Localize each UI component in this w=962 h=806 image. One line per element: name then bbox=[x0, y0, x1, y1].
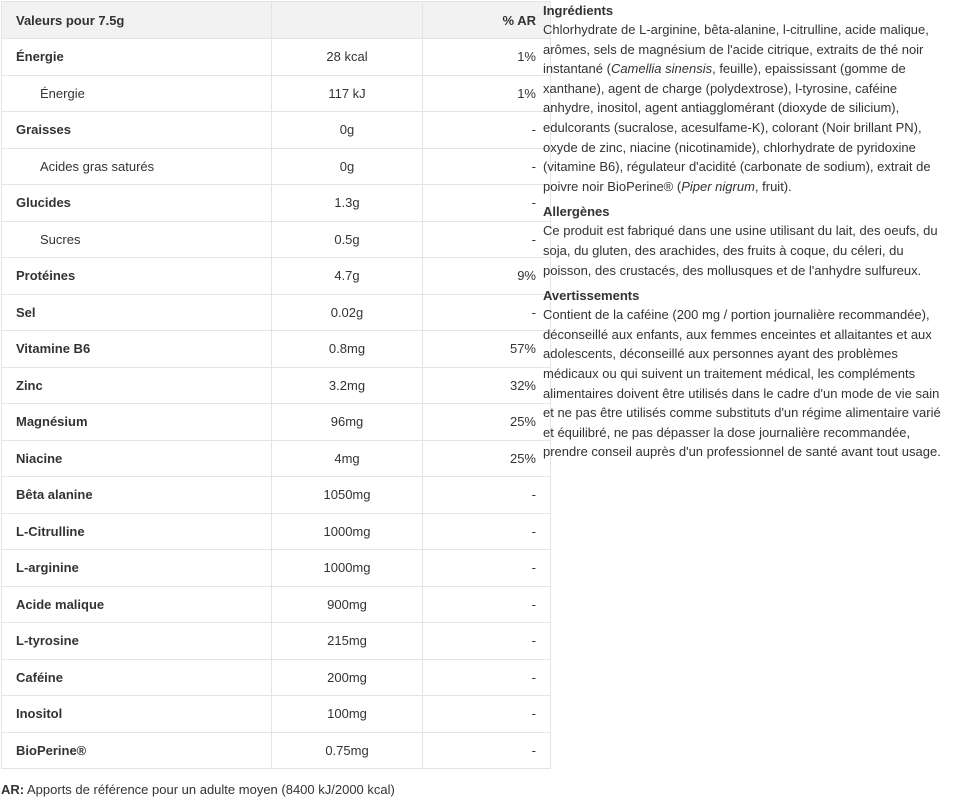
nutrient-ar: 1% bbox=[423, 75, 551, 112]
ingredients-part3: , fruit). bbox=[754, 178, 792, 194]
nutrient-name: Inositol bbox=[2, 696, 272, 733]
nutrient-amount: 0.75mg bbox=[272, 732, 423, 769]
nutrient-ar: - bbox=[423, 294, 551, 331]
nutrient-amount: 1000mg bbox=[272, 513, 423, 550]
nutrient-ar: - bbox=[423, 623, 551, 660]
table-row bbox=[2, 221, 551, 258]
header-ar: % AR bbox=[423, 2, 551, 39]
nutrient-ar: - bbox=[423, 732, 551, 769]
table-row bbox=[2, 586, 551, 623]
nutrient-ar: - bbox=[423, 477, 551, 514]
ingredients-heading: Ingrédients bbox=[543, 3, 614, 18]
table-row bbox=[2, 513, 551, 550]
table-row bbox=[2, 185, 551, 222]
nutrient-amount: 3.2mg bbox=[272, 367, 423, 404]
nutrition-table bbox=[1, 1, 551, 769]
ingredients-part1: Chlorhydrate de L-arginine, bêta-alanine, l-citrulline, acide malique, arômes, sels de magnésium de l'acide citrique, extraits de thé noir instantané ( bbox=[543, 22, 929, 77]
nutrient-ar: - bbox=[423, 185, 551, 222]
nutrient-amount: 0g bbox=[272, 112, 423, 149]
nutrient-ar: - bbox=[423, 659, 551, 696]
ingredients-italic2: Piper nigrum bbox=[681, 178, 755, 194]
nutrient-name: BioPerine® bbox=[2, 732, 272, 769]
table-row bbox=[2, 404, 551, 441]
allergens-text: Ce produit est fabriqué dans une usine utilisant du lait, des oeufs, du soja, du gluten, des arachides, des fruits à coque, du céleri, du poisson, des crustacés, des mollusques et de l'anhydre sulfureux. bbox=[543, 223, 938, 278]
nutrient-name: L-tyrosine bbox=[2, 623, 272, 660]
nutrient-ar: - bbox=[423, 513, 551, 550]
ingredients-italic1: Camellia sinensis bbox=[610, 61, 713, 77]
nutrient-ar: 25% bbox=[423, 404, 551, 441]
nutrient-name: Sel bbox=[2, 294, 272, 331]
nutrient-ar: 32% bbox=[423, 367, 551, 404]
nutrient-amount: 215mg bbox=[272, 623, 423, 660]
allergens-heading: Allergènes bbox=[543, 204, 610, 220]
nutrient-ar: - bbox=[423, 221, 551, 258]
table-row bbox=[2, 331, 551, 368]
ingredients-part2: , feuille), epaississant (gomme de xanthane), agent de charge (polydextrose), l-tyrosine, caféine anhydre, inositol, agent antiagglomérant (dioxyde de silicium), edulcorants (sucralose, acesulfame-K), colorant (Noir brillant PN), oxyde de zinc, niacine (nicotinamide), chlorhydrate de pyridoxine (vitamine B6), régulateur d'acidité (carbonate de sodium), extrait de poivre noir BioPerine® ( bbox=[543, 61, 931, 194]
nutrient-name: Caféine bbox=[2, 659, 272, 696]
footnote-label: AR: bbox=[1, 782, 25, 797]
nutrient-ar: - bbox=[423, 550, 551, 587]
nutrient-amount: 4.7g bbox=[272, 258, 423, 295]
table-row bbox=[2, 148, 551, 185]
nutrition-table-body bbox=[2, 39, 551, 769]
ingredients-text bbox=[543, 20, 948, 196]
nutrient-amount: 0g bbox=[272, 148, 423, 185]
nutrient-amount: 0.02g bbox=[272, 294, 423, 331]
nutrient-amount: 200mg bbox=[272, 659, 423, 696]
nutrient-amount: 117 kJ bbox=[272, 75, 423, 112]
nutrient-amount: 4mg bbox=[272, 440, 423, 477]
header-amount bbox=[272, 2, 423, 39]
nutrient-name: Graisses bbox=[2, 112, 272, 149]
nutrient-name: Magnésium bbox=[2, 404, 272, 441]
product-info bbox=[543, 2, 948, 469]
nutrient-amount: 900mg bbox=[272, 586, 423, 623]
nutrient-name: Zinc bbox=[2, 367, 272, 404]
warnings-text: Contient de la caféine (200 mg / portion journalière recommandée), déconseillé aux enfants, aux femmes enceintes et allaitantes et aux adolescents, déconseillé aux personnes ayant des problèmes médicaux ou qui suivent un traitement médical, les compléments alimentaires doivent être utilisés dans le cadre d'un mode de vie sain et ne pas être utilisés comme substituts d'un régime alimentaire varié et équilibré, ne pas dépasser la dose journalière recommandée, prendre conseil auprès d'un professionnel de santé avant tout usage. bbox=[543, 307, 941, 460]
nutrient-amount: 100mg bbox=[272, 696, 423, 733]
nutrient-amount: 0.8mg bbox=[272, 331, 423, 368]
header-label: Valeurs pour 7.5g bbox=[2, 2, 272, 39]
footnote-text: Apports de référence pour un adulte moyen (8400 kJ/2000 kcal) bbox=[24, 782, 395, 797]
nutrient-ar: 9% bbox=[423, 258, 551, 295]
ar-footnote bbox=[1, 782, 395, 797]
table-row bbox=[2, 367, 551, 404]
nutrient-ar: 57% bbox=[423, 331, 551, 368]
nutrient-ar: - bbox=[423, 586, 551, 623]
nutrient-amount: 0.5g bbox=[272, 221, 423, 258]
table-row bbox=[2, 440, 551, 477]
table-header-row bbox=[2, 2, 551, 39]
table-row bbox=[2, 112, 551, 149]
warnings-heading: Avertissements bbox=[543, 288, 640, 304]
nutrient-ar: - bbox=[423, 148, 551, 185]
nutrient-amount: 96mg bbox=[272, 404, 423, 441]
table-row bbox=[2, 477, 551, 514]
nutrient-ar: - bbox=[423, 696, 551, 733]
nutrient-ar: 25% bbox=[423, 440, 551, 477]
nutrient-ar: 1% bbox=[423, 39, 551, 76]
nutrient-name: Acide malique bbox=[2, 586, 272, 623]
table-row bbox=[2, 550, 551, 587]
nutrient-amount: 1050mg bbox=[272, 477, 423, 514]
table-row bbox=[2, 39, 551, 76]
nutrient-name: Niacine bbox=[2, 440, 272, 477]
table-row bbox=[2, 732, 551, 769]
nutrient-name: Bêta alanine bbox=[2, 477, 272, 514]
nutrient-name: L-arginine bbox=[2, 550, 272, 587]
nutrient-name: Acides gras saturés bbox=[2, 148, 272, 185]
nutrient-name: Sucres bbox=[2, 221, 272, 258]
nutrient-name: Énergie bbox=[2, 75, 272, 112]
table-row bbox=[2, 623, 551, 660]
table-row bbox=[2, 659, 551, 696]
nutrient-name: Vitamine B6 bbox=[2, 331, 272, 368]
table-row bbox=[2, 75, 551, 112]
table-row bbox=[2, 258, 551, 295]
nutrient-amount: 1.3g bbox=[272, 185, 423, 222]
nutrient-ar: - bbox=[423, 112, 551, 149]
nutrient-name: Protéines bbox=[2, 258, 272, 295]
nutrient-amount: 28 kcal bbox=[272, 39, 423, 76]
table-row bbox=[2, 696, 551, 733]
nutrient-name: Énergie bbox=[2, 39, 272, 76]
nutrient-amount: 1000mg bbox=[272, 550, 423, 587]
table-row bbox=[2, 294, 551, 331]
nutrient-name: L-Citrulline bbox=[2, 513, 272, 550]
nutrient-name: Glucides bbox=[2, 185, 272, 222]
